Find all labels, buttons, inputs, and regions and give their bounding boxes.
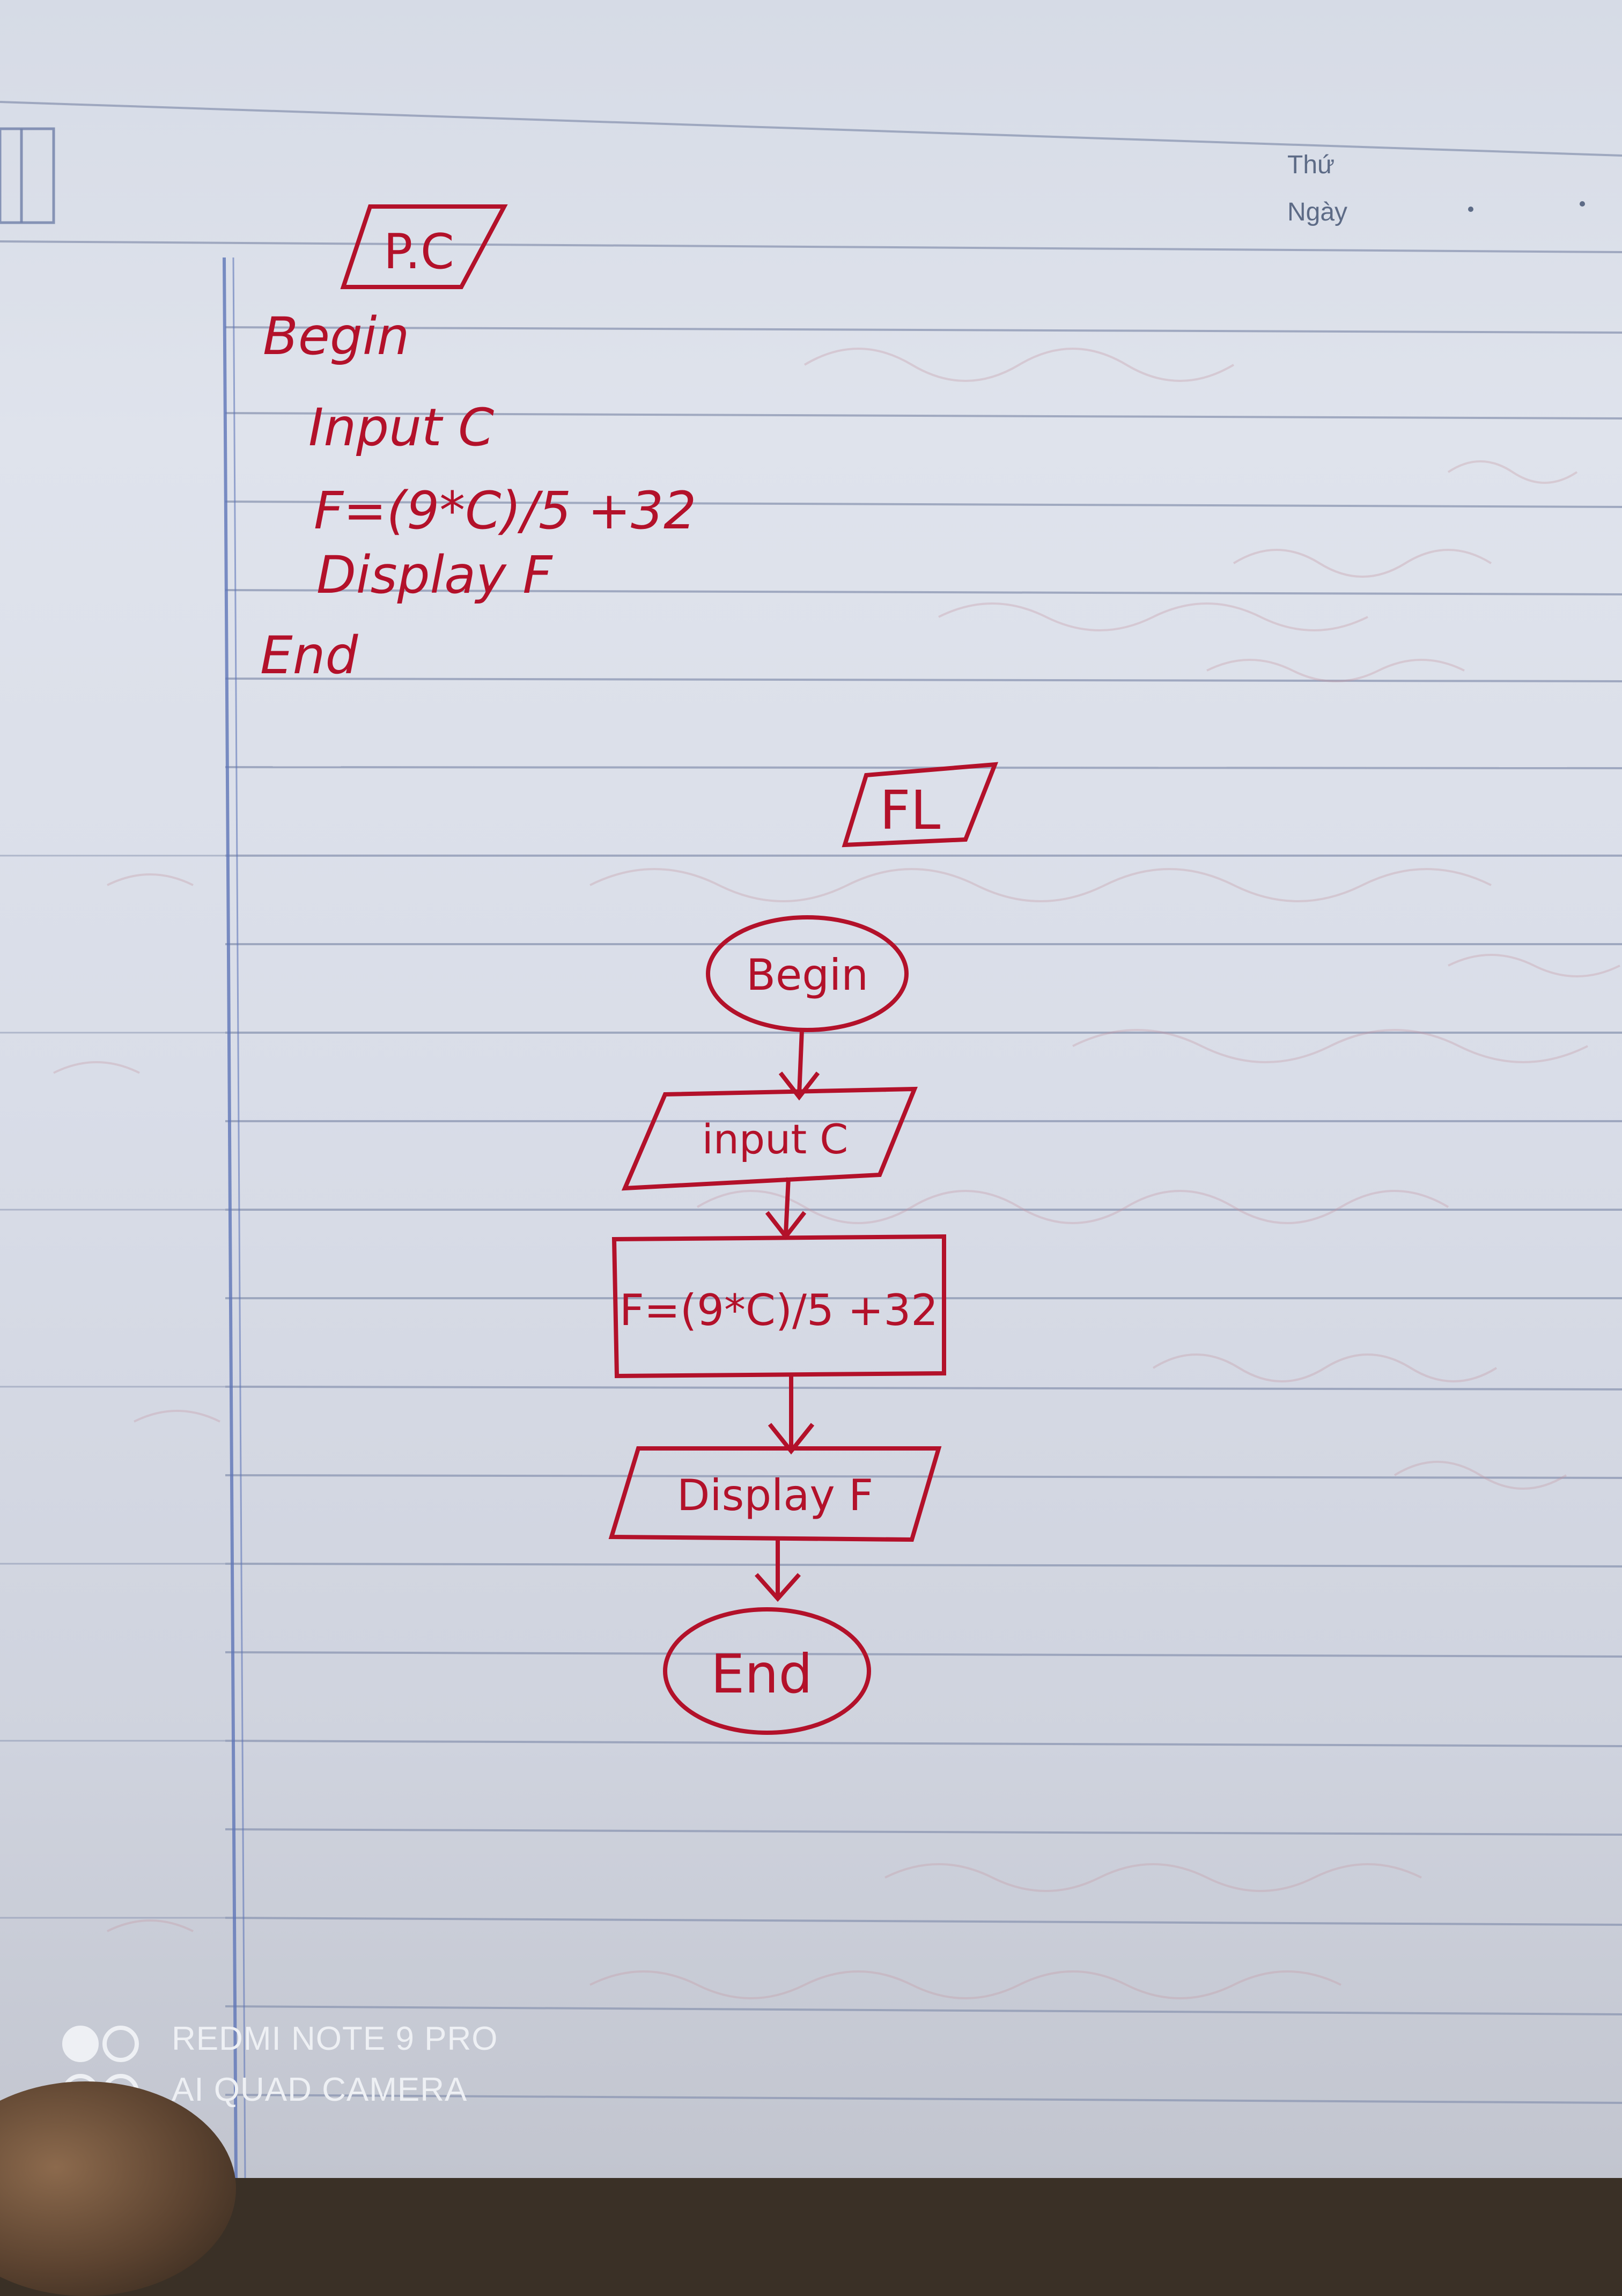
flow-arrow-3 [770,1376,813,1451]
flowchart-title-text: FL [880,779,941,842]
flow-arrow-4 [756,1540,799,1599]
flowchart-input-label: input C [702,1115,849,1163]
pseudocode-line-input: Input C [308,398,495,458]
flowchart-process-label: F=(9*C)/5 +32 [619,1285,939,1335]
flowchart-output-node [611,1448,939,1540]
pseudocode-line-formula: F=(9*C)/5 +32 [314,481,697,541]
flowchart-start-node [708,917,906,1030]
watermark-line-1: REDMI NOTE 9 PRO [172,2020,498,2057]
pseudocode-line-begin: Begin [263,306,410,366]
flow-arrow-1 [780,1030,818,1097]
flowchart-start-label: Begin [746,950,868,1000]
flowchart-end-node [665,1609,869,1733]
flowchart-input-node [625,1089,915,1188]
flowchart-title [845,764,995,845]
flowchart-output-label: Display F [676,1470,874,1520]
flowchart-end-label: End [710,1643,813,1705]
pseudocode-line-end: End [260,625,358,686]
flowchart-process-node [614,1237,944,1376]
header-date-label: Ngày [1287,198,1348,226]
pseudocode-title [343,207,504,287]
pseudocode-line-display: Display F [316,545,552,605]
watermark-line-2: AI QUAD CAMERA [172,2071,468,2108]
flow-arrow-2 [767,1178,805,1237]
pseudocode-title-text: P.C [384,224,454,280]
header-day-label: Thứ [1287,151,1335,179]
